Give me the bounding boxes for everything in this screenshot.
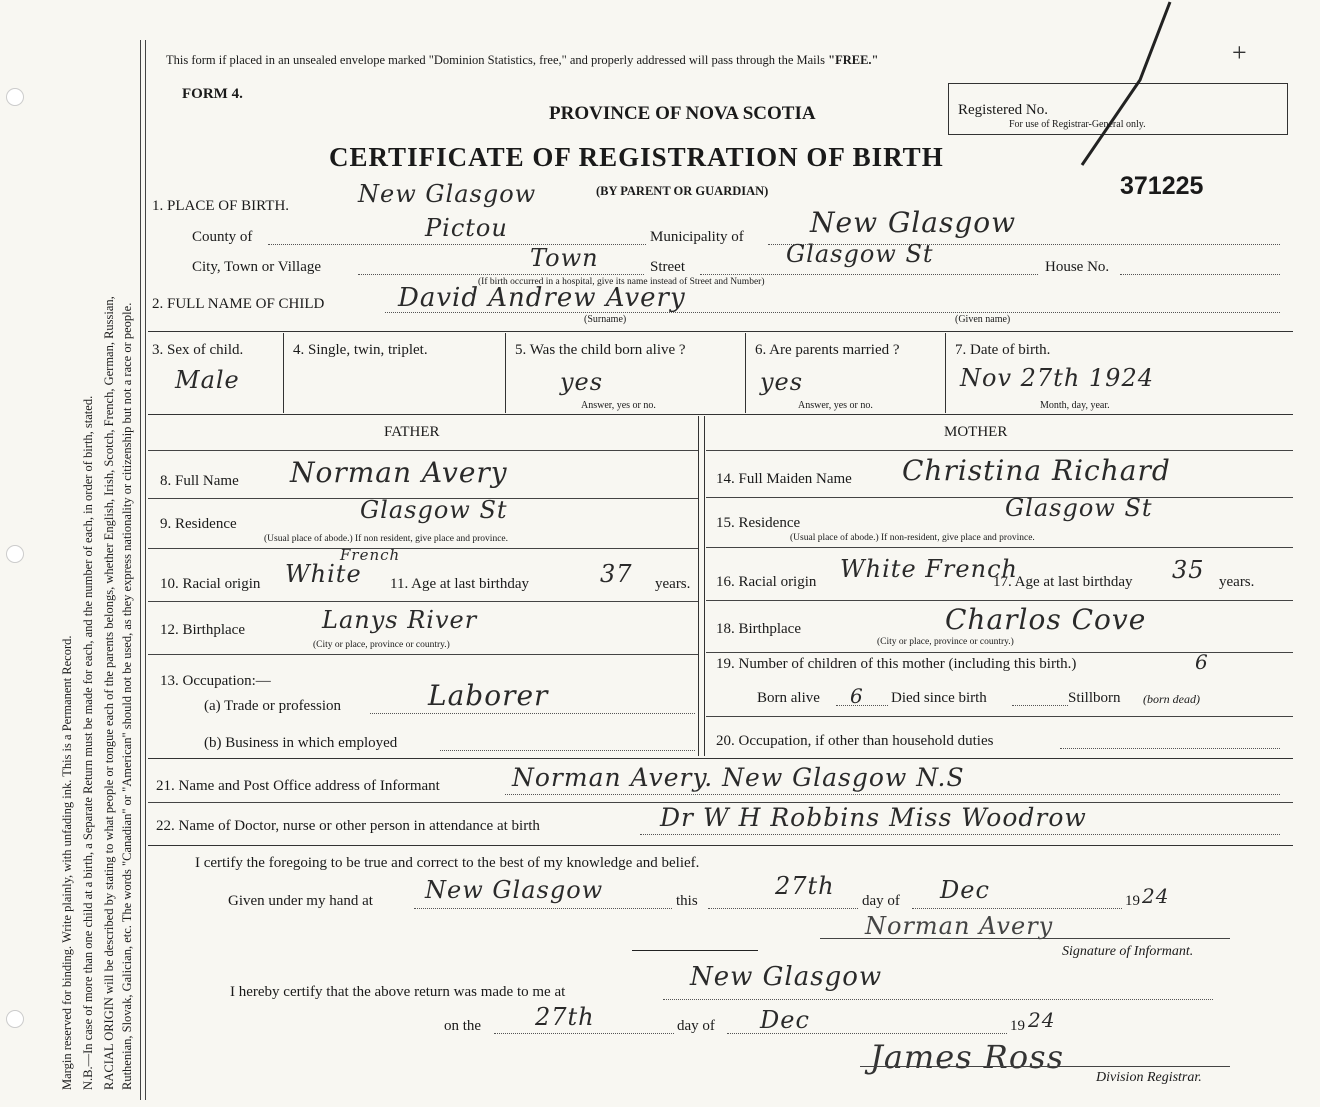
father-birthplace-value: Lanys River	[322, 606, 478, 634]
certify-day-value: 27th	[775, 872, 835, 900]
rule	[148, 450, 698, 451]
by-parent-note: (BY PARENT OR GUARDIAN)	[596, 184, 769, 198]
dob-value: Nov 27th 1924	[960, 364, 1154, 392]
form-number: FORM 4.	[182, 86, 243, 102]
surname-note: (Surname)	[584, 314, 627, 325]
rule	[704, 416, 705, 756]
punch-hole	[6, 1010, 24, 1028]
registrar-use-note: For use of Registrar-General only.	[1009, 119, 1146, 130]
father-years-label: years.	[655, 576, 691, 592]
certify-statement: I certify the foregoing to be true and correct to the best of my knowledge and belief.	[195, 855, 700, 871]
county-value: Pictou	[425, 214, 508, 242]
registrar-year-value: 24	[1028, 1008, 1056, 1032]
mother-name-value: Christina Richard	[902, 454, 1171, 487]
sex-label: 3. Sex of child.	[152, 342, 244, 358]
born-alive-label: 5. Was the child born alive ?	[515, 342, 686, 358]
father-age-value: 37	[600, 560, 633, 588]
died-since-birth-label: Died since birth	[891, 690, 987, 706]
sex-value: Male	[175, 366, 240, 394]
certify-month-value: Dec	[940, 876, 990, 904]
born-alive-count-label: Born alive	[757, 690, 820, 706]
on-the-label: on the	[444, 1018, 482, 1034]
this-label: this	[676, 893, 698, 909]
born-alive-count-value: 6	[850, 684, 864, 708]
registrar-signature-label: Division Registrar.	[1096, 1070, 1202, 1085]
stillborn-label: Stillborn	[1068, 690, 1121, 706]
racial-origin-note-2: Ruthenian, Slovak, Galician, etc. The words "Canadian" or "American" should not be used, as they express nationality or citizenship but not a race or people.	[120, 302, 134, 1090]
father-birthplace-note: (City or place, province or country.)	[313, 640, 450, 650]
born-alive-value: yes	[560, 368, 604, 396]
given-under-label: Given under my hand at	[228, 893, 373, 909]
rule	[912, 908, 1122, 909]
mother-residence-label: 15. Residence	[716, 515, 801, 531]
mother-birthplace-value: Charlos Cove	[945, 603, 1147, 636]
punch-hole	[6, 88, 24, 106]
given-name-note: (Given name)	[955, 314, 1011, 325]
binding-note: Margin reserved for binding. Write plainly, with unfading ink. This is a Permanent Record.	[60, 635, 74, 1090]
mother-race-label: 16. Racial origin	[716, 574, 817, 590]
rule	[148, 758, 1293, 759]
rule	[860, 1066, 1230, 1067]
corner-mark: +	[1232, 38, 1247, 67]
municipality-value: New Glasgow	[810, 206, 1017, 239]
registrar-month-value: Dec	[760, 1006, 810, 1034]
parents-married-label: 6. Are parents married ?	[755, 342, 900, 358]
rule	[706, 547, 1293, 548]
trade-value: Laborer	[428, 679, 549, 712]
registration-number: 371225	[1120, 172, 1204, 200]
day-of-label: day of	[862, 893, 900, 909]
children-count-value: 6	[1195, 650, 1209, 674]
street-line	[700, 274, 1038, 275]
dob-note: Month, day, year.	[1040, 400, 1110, 411]
street-value: Glasgow St	[786, 240, 934, 268]
rule	[414, 908, 672, 909]
punch-hole	[6, 545, 24, 563]
mother-occupation-label: 20. Occupation, if other than household duties	[716, 733, 994, 749]
registrar-place-value: New Glasgow	[690, 962, 883, 992]
rule	[706, 450, 1293, 451]
registrar-check-stroke	[1070, 0, 1180, 170]
father-race-label: 10. Racial origin	[160, 576, 261, 592]
year-prefix: 19	[1125, 893, 1140, 909]
rule	[148, 331, 1293, 332]
parents-married-note: Answer, yes or no.	[798, 400, 873, 411]
informant-signature: Norman Avery	[865, 912, 1054, 940]
rule	[440, 750, 695, 751]
doctor-value: Dr W H Robbins Miss Woodrow	[660, 803, 1087, 832]
rule	[820, 938, 1230, 939]
father-residence-label: 9. Residence	[160, 516, 237, 532]
house-line	[1120, 274, 1280, 275]
county-label: County of	[192, 229, 253, 245]
parents-married-value: yes	[760, 368, 804, 396]
mother-name-label: 14. Full Maiden Name	[716, 471, 852, 487]
rule	[1060, 748, 1280, 749]
mail-notice: This form if placed in an unsealed envelope marked "Dominion Statistics, free," and properly addressed will pass through the Mails "FREE."	[166, 53, 879, 67]
mother-age-label: 17. Age at last birthday	[993, 574, 1133, 590]
business-label: (b) Business in which employed	[204, 735, 398, 751]
rule	[494, 1033, 674, 1034]
rule	[370, 713, 695, 714]
registered-label: Registered No.	[958, 102, 1048, 118]
hospital-note: (If birth occurred in a hospital, give its name instead of Street and Number)	[478, 277, 765, 287]
place-of-birth-value: New Glasgow	[358, 180, 537, 208]
dob-label: 7. Date of birth.	[955, 342, 1051, 358]
children-count-label: 19. Number of children of this mother (including this birth.)	[716, 656, 1077, 672]
father-name-value: Norman Avery	[290, 456, 508, 489]
city-label: City, Town or Village	[192, 259, 322, 275]
rule	[148, 601, 698, 602]
child-name-value: David Andrew Avery	[398, 283, 686, 313]
mother-race-value: White French	[840, 555, 1018, 583]
father-residence-note: (Usual place of abode.) If non resident, give place and province.	[264, 534, 508, 544]
rule	[708, 908, 858, 909]
father-occupation-label: 13. Occupation:—	[160, 673, 271, 689]
rule	[148, 414, 1293, 415]
father-name-label: 8. Full Name	[160, 473, 239, 489]
father-age-label: 11. Age at last birthday	[390, 576, 529, 592]
father-heading: FATHER	[384, 424, 440, 440]
rule	[698, 416, 699, 756]
registrar-statement: I hereby certify that the above return was made to me at	[230, 984, 566, 1000]
mother-birthplace-note: (City or place, province or country.)	[877, 637, 1014, 647]
rule	[505, 794, 1280, 795]
racial-origin-note: RACIAL ORIGIN will be described by stating to what people or tongue each of the parents belongs, whether English, Irish, Scotch, French, German, Russian,	[102, 296, 116, 1090]
rule	[945, 333, 946, 413]
rule	[505, 333, 506, 413]
registrar-day-value: 27th	[535, 1003, 595, 1031]
page-title: CERTIFICATE OF REGISTRATION OF BIRTH	[329, 142, 944, 172]
father-race-extra: French	[340, 546, 401, 564]
divider	[632, 950, 758, 951]
registrar-year-prefix: 19	[1010, 1018, 1025, 1034]
father-race-value: White	[285, 560, 362, 588]
province-heading: PROVINCE OF NOVA SCOTIA	[549, 103, 816, 124]
city-value: Town	[530, 244, 599, 272]
informant-signature-label: Signature of Informant.	[1062, 944, 1194, 959]
informant-label: 21. Name and Post Office address of Informant	[156, 778, 440, 794]
street-label: Street	[650, 259, 685, 275]
mother-years-label: years.	[1219, 574, 1255, 590]
stillborn-note: (born dead)	[1143, 692, 1200, 706]
trade-label: (a) Trade or profession	[204, 698, 342, 714]
born-alive-note: Answer, yes or no.	[581, 400, 656, 411]
rule	[148, 654, 698, 655]
margin-rule	[140, 40, 141, 1100]
city-line	[358, 274, 644, 275]
rule	[148, 548, 698, 549]
rule	[663, 999, 1213, 1000]
municipality-label: Municipality of	[650, 229, 744, 245]
rule	[706, 600, 1293, 601]
margin-rule	[145, 40, 146, 1100]
mother-residence-note: (Usual place of abode.) If non-resident, give place and province.	[790, 533, 1035, 543]
house-label: House No.	[1045, 259, 1110, 275]
doctor-label: 22. Name of Doctor, nurse or other person in attendance at birth	[156, 818, 540, 834]
mother-age-value: 35	[1172, 556, 1205, 584]
binding-margin	[0, 0, 140, 1107]
father-residence-value: Glasgow St	[360, 496, 508, 524]
rule	[745, 333, 746, 413]
mother-birthplace-label: 18. Birthplace	[716, 621, 801, 637]
rule	[1012, 705, 1068, 706]
informant-value: Norman Avery. New Glasgow N.S	[512, 763, 965, 792]
mother-residence-value: Glasgow St	[1005, 494, 1153, 522]
plurality-label: 4. Single, twin, triplet.	[293, 342, 428, 358]
rule	[148, 845, 1293, 846]
rule	[283, 333, 284, 413]
rule	[706, 497, 1293, 498]
father-birthplace-label: 12. Birthplace	[160, 622, 245, 638]
rule	[706, 716, 1293, 717]
place-of-birth-label: 1. PLACE OF BIRTH.	[152, 198, 290, 214]
certify-year-value: 24	[1142, 884, 1170, 908]
registrar-day-of-label: day of	[677, 1018, 715, 1034]
mother-heading: MOTHER	[944, 424, 1008, 440]
multiple-birth-note: N.B.—In case of more than one child at a birth, a Separate Return must be made for each, and the number of each, in order of birth, stated.	[81, 395, 95, 1090]
child-name-label: 2. FULL NAME OF CHILD	[152, 296, 325, 312]
given-place-value: New Glasgow	[425, 876, 604, 904]
rule	[640, 834, 1280, 835]
registrar-signature: James Ross	[870, 1038, 1064, 1076]
